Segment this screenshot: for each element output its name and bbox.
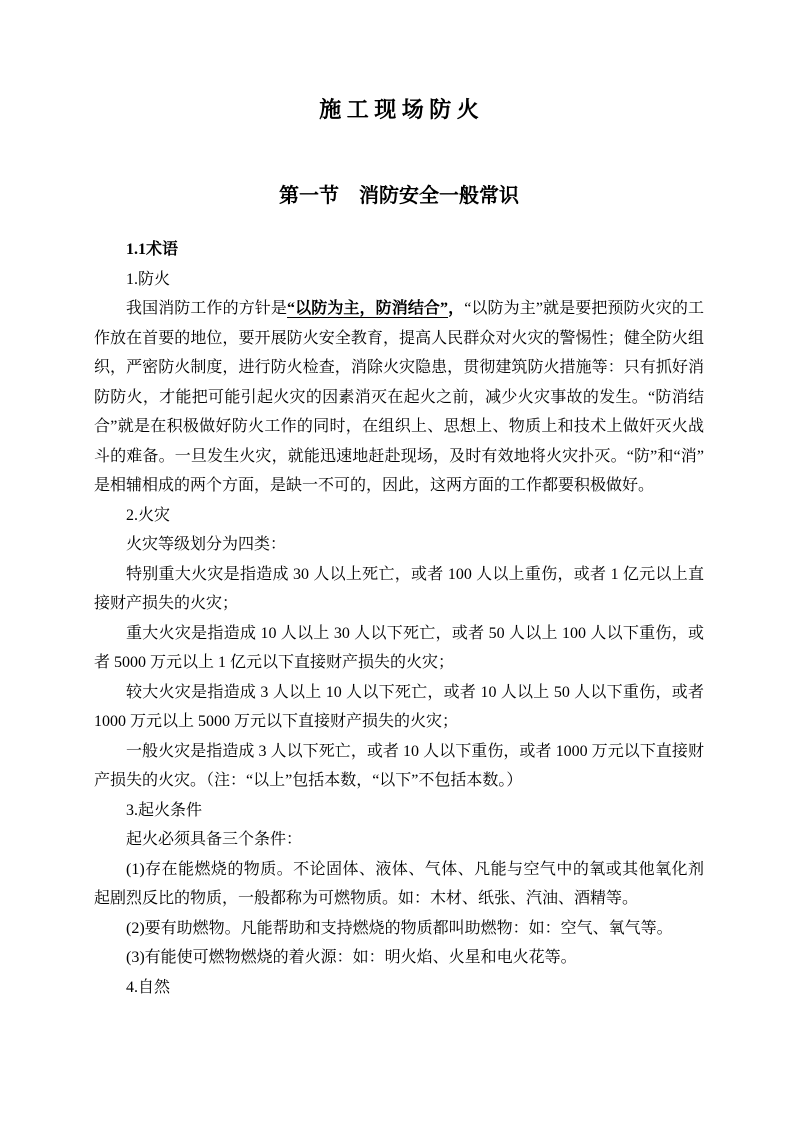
para-ignition-conditions-intro: 起火必须具备三个条件： xyxy=(126,831,303,848)
term-label-ignition-conditions: 3.起火条件 xyxy=(126,801,203,819)
para-fire-levels-intro: 火灾等级划分为四类： xyxy=(126,536,287,553)
para-level-larger: 较大火灾是指造成 3 人以上 10 人以下死亡，或者 10 人以上 50 人以下重伤，或者 1000 万元以上 5000 万元以下直接财产损失的火灾； xyxy=(94,683,704,730)
section-heading: 第一节 消防安全一般常识 xyxy=(279,185,519,207)
subsection-heading-terminology: 1.1术语 xyxy=(126,241,179,258)
para-condition-combustible-material: (1)存在能燃烧的物质。不论固体、液体、气体、凡能与空气中的氧或其他氧化剂起剧烈反比的物质，一般都称为可燃物质。如：木材、纸张、汽油、酒精等。 xyxy=(94,860,704,907)
para-condition-ignition-source: (3)有能使可燃物燃烧的着火源：如：明火焰、火星和电火花等。 xyxy=(126,949,577,966)
term-label-fire-disaster: 2.火灾 xyxy=(126,506,171,524)
para-fire-prevention-policy xyxy=(94,294,704,501)
policy-body-text: “以防为主”就是要把预防火灾的工作放在首要的地位，要开展防火安全教育，提高人民群众对火灾的警惕性；健全防火组织，严密防火制度，进行防火检查，消除火灾隐患，贯彻建筑防火措施等：只有抓好消防防火，才能把可能引起火灾的因素消灭在起火之前，减少火灾事故的发生。“防消结合”就是在积极做好防火工作的同时，在组织上、思想上、物质上和技术上做奸灭火战斗的难备。一旦发生火灾，就能迅速地赶赴现场，及时有效地将火灾扑灭。“防”和“消”是相辅相成的两个方面，是缺一不可的，因此，这两方面的工作都要积极做好。 xyxy=(94,300,704,494)
term-label-fire-prevention: 1.防火 xyxy=(126,270,171,288)
para-level-especially-major: 特别重大火灾是指造成 30 人以上死亡，或者 100 人以上重伤，或者 1 亿元以上直接财产损失的火灾； xyxy=(94,565,704,612)
policy-slogan-comma: ， xyxy=(448,300,465,317)
document-title: 施 工 现 场 防 火 xyxy=(319,97,479,122)
para-condition-combustion-supporter: (2)要有助燃物。凡能帮助和支持燃烧的物质都叫助燃物：如：空气、氧气等。 xyxy=(126,919,673,937)
policy-slogan-underlined: “以防为主，防消结合” xyxy=(287,300,449,317)
term-label-spontaneous-combustion: 4.自然 xyxy=(126,978,171,996)
policy-prefix-text: 我国消防工作的方针是 xyxy=(126,300,288,317)
para-level-general: 一般火灾是指造成 3 人以下死亡，或者 10 人以下重伤，或者 1000 万元以下直接财产损失的火灾。（注：“以上”包括本数，“以下”不包括本数。） xyxy=(94,742,704,789)
para-level-major: 重大火灾是指造成 10 人以上 30 人以下死亡，或者 50 人以上 100 人以下重伤，或者 5000 万元以上 1 亿元以下直接财产损失的火灾； xyxy=(94,624,704,671)
document-body xyxy=(94,235,704,1002)
